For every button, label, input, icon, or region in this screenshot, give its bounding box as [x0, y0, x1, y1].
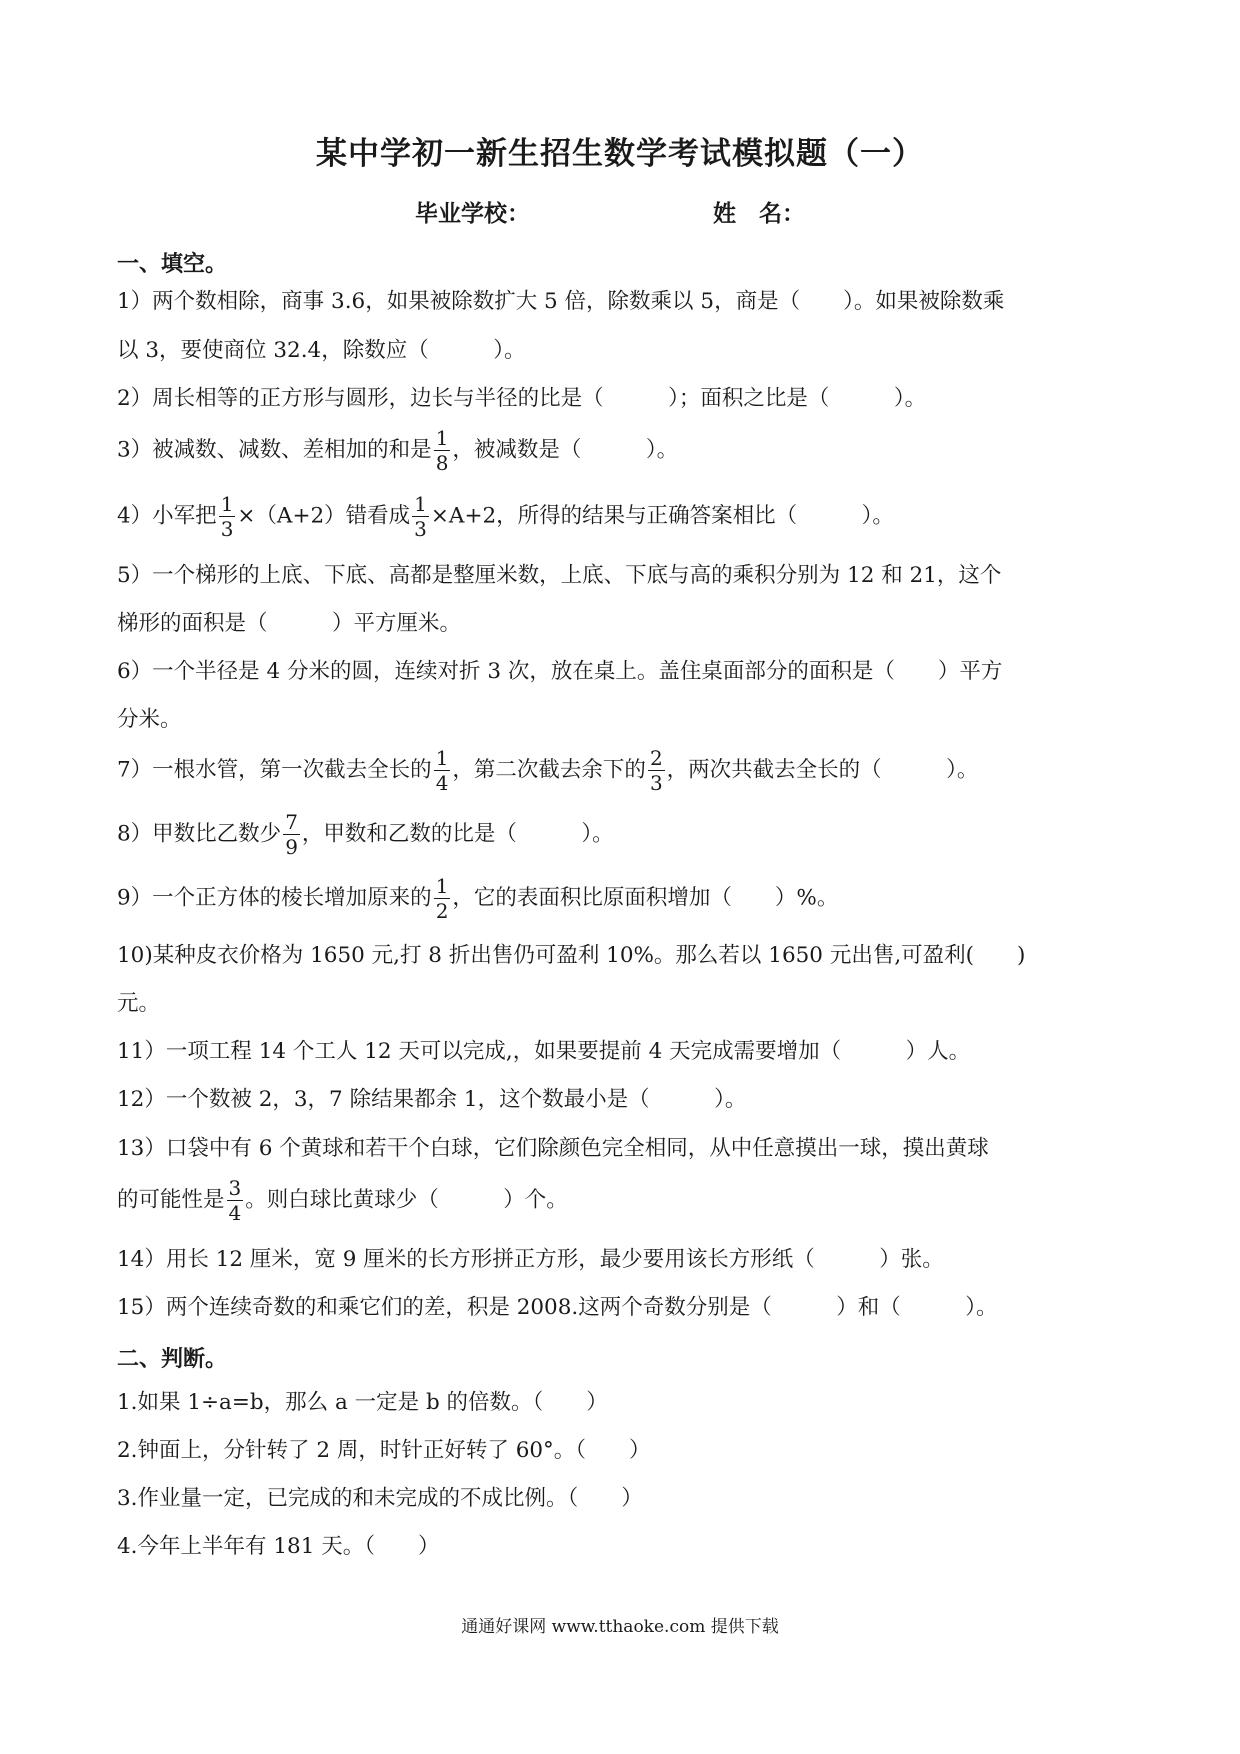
question-13-line-2	[117, 1178, 568, 1223]
question-8-text: 8）甲数比乙数少	[117, 821, 282, 847]
question-5-line-1: 5）一个梯形的上底、下底、高都是整厘米数，上底、下底与高的乘积分别为 12 和 21，这个	[117, 563, 1002, 588]
question-6-line-1: 6）一个半径是 4 分米的圆，连续对折 3 次，放在桌上。盖住桌面部分的面积是（ ）平方	[117, 659, 1003, 684]
fraction-three-quarters	[227, 1178, 244, 1223]
fraction-denominator: 3	[649, 771, 663, 795]
question-7-text-end: ，两次共截去全长的（ ）。	[666, 757, 979, 783]
judgement-1: 1.如果 1÷a=b，那么 a 一定是 b 的倍数。（ ）	[117, 1390, 608, 1415]
fraction-denominator: 2	[435, 899, 449, 923]
section1-heading: 一、填空。	[117, 252, 228, 277]
question-2: 2）周长相等的正方形与圆形，边长与半径的比是（ ）；面积之比是（ ）。	[117, 386, 927, 411]
question-6-line-2: 分米。	[117, 707, 182, 732]
page-title: 某中学初一新生招生数学考试模拟题（一）	[316, 136, 924, 172]
question-1-line-2: 以 3，要使商位 32.4，除数应（ ）。	[117, 338, 526, 363]
question-11: 11）一项工程 14 个工人 12 天可以完成,，如果要提前 4 天完成需要增加（ ）人。	[117, 1039, 971, 1064]
question-9	[117, 876, 838, 921]
question-13-text: 的可能性是	[117, 1187, 225, 1213]
question-15: 15）两个连续奇数的和乘它们的差，积是 2008.这两个奇数分别是（ ）和（ ）。	[117, 1295, 998, 1320]
fraction-numerator: 1	[435, 426, 449, 450]
fraction-denominator: 3	[220, 517, 234, 541]
question-13-text-end: 。则白球比黄球少（ ）个。	[245, 1187, 568, 1213]
fraction-two-thirds	[648, 748, 665, 793]
school-label: 毕业学校：	[415, 201, 530, 227]
question-1-line-1: 1）两个数相除，商事 3.6，如果被除数扩大 5 倍，除数乘以 5，商是（ ）。如果被除数乘	[117, 289, 1005, 314]
judgement-3: 3.作业量一定，已完成的和未完成的不成比例。（ ）	[117, 1486, 643, 1511]
section2-heading: 二、判断。	[117, 1347, 228, 1372]
question-9-text-end: ，它的表面积比原面积增加（ ）%。	[452, 885, 839, 911]
question-10-line-1: 10)某种皮衣价格为 1650 元,打 8 折出售仍可盈利 10%。那么若以 1650 元出售,可盈利( )	[117, 943, 1026, 968]
download-footer: 通通好课网 www.tthaoke.com 提供下载	[461, 1617, 779, 1637]
fraction-denominator: 8	[435, 451, 449, 475]
question-3-text-end: ，被减数是（ ）。	[452, 437, 679, 463]
question-7	[117, 748, 978, 793]
question-4-text: 4）小军把	[117, 503, 217, 529]
fraction-one-eighth	[434, 428, 451, 473]
fraction-numerator: 7	[285, 810, 298, 834]
fraction-numerator: 1	[414, 492, 427, 516]
fraction-denominator: 9	[285, 835, 298, 859]
fraction-one-third-second	[412, 494, 429, 539]
question-4-text-mid: ×（A+2）错看成	[237, 503, 411, 529]
fraction-one-quarter	[434, 748, 451, 793]
question-5-line-2: 梯形的面积是（ ）平方厘米。	[117, 611, 462, 636]
fraction-denominator: 3	[414, 517, 427, 541]
question-8	[117, 812, 614, 857]
question-7-text-mid: ，第二次截去余下的	[452, 757, 646, 783]
fraction-numerator: 1	[435, 874, 449, 898]
fraction-one-half	[434, 876, 451, 921]
judgement-4: 4.今年上半年有 181 天。（ ）	[117, 1534, 440, 1559]
fraction-one-third	[219, 494, 236, 539]
fraction-numerator: 2	[649, 746, 663, 770]
question-14: 14）用长 12 厘米，宽 9 厘米的长方形拼正方形，最少要用该长方形纸（ ）张。	[117, 1247, 944, 1272]
name-label: 姓 名：	[713, 201, 805, 227]
fraction-numerator: 1	[435, 746, 449, 770]
judgement-2: 2.钟面上，分针转了 2 周，时针正好转了 60°。（ ）	[117, 1438, 651, 1463]
question-4-text-end: ×A+2，所得的结果与正确答案相比（ ）。	[430, 503, 894, 529]
question-9-text: 9）一个正方体的棱长增加原来的	[117, 885, 432, 911]
fraction-denominator: 4	[228, 1201, 242, 1225]
fraction-denominator: 4	[435, 771, 449, 795]
question-7-text: 7）一根水管，第一次截去全长的	[117, 757, 432, 783]
fraction-seven-ninths	[283, 812, 300, 857]
fraction-numerator: 1	[220, 492, 234, 516]
question-10-line-2: 元。	[117, 991, 161, 1016]
question-13-line-1: 13）口袋中有 6 个黄球和若干个白球，它们除颜色完全相同，从中任意摸出一球，摸出黄球	[117, 1136, 989, 1161]
question-8-text-end: ，甲数和乙数的比是（ ）。	[301, 821, 614, 847]
question-4	[117, 494, 894, 539]
question-12: 12）一个数被 2，3，7 除结果都余 1，这个数最小是（ ）。	[117, 1087, 747, 1112]
question-3-text: 3）被减数、减数、差相加的和是	[117, 437, 432, 463]
fraction-numerator: 3	[228, 1176, 242, 1200]
question-3	[117, 428, 678, 473]
